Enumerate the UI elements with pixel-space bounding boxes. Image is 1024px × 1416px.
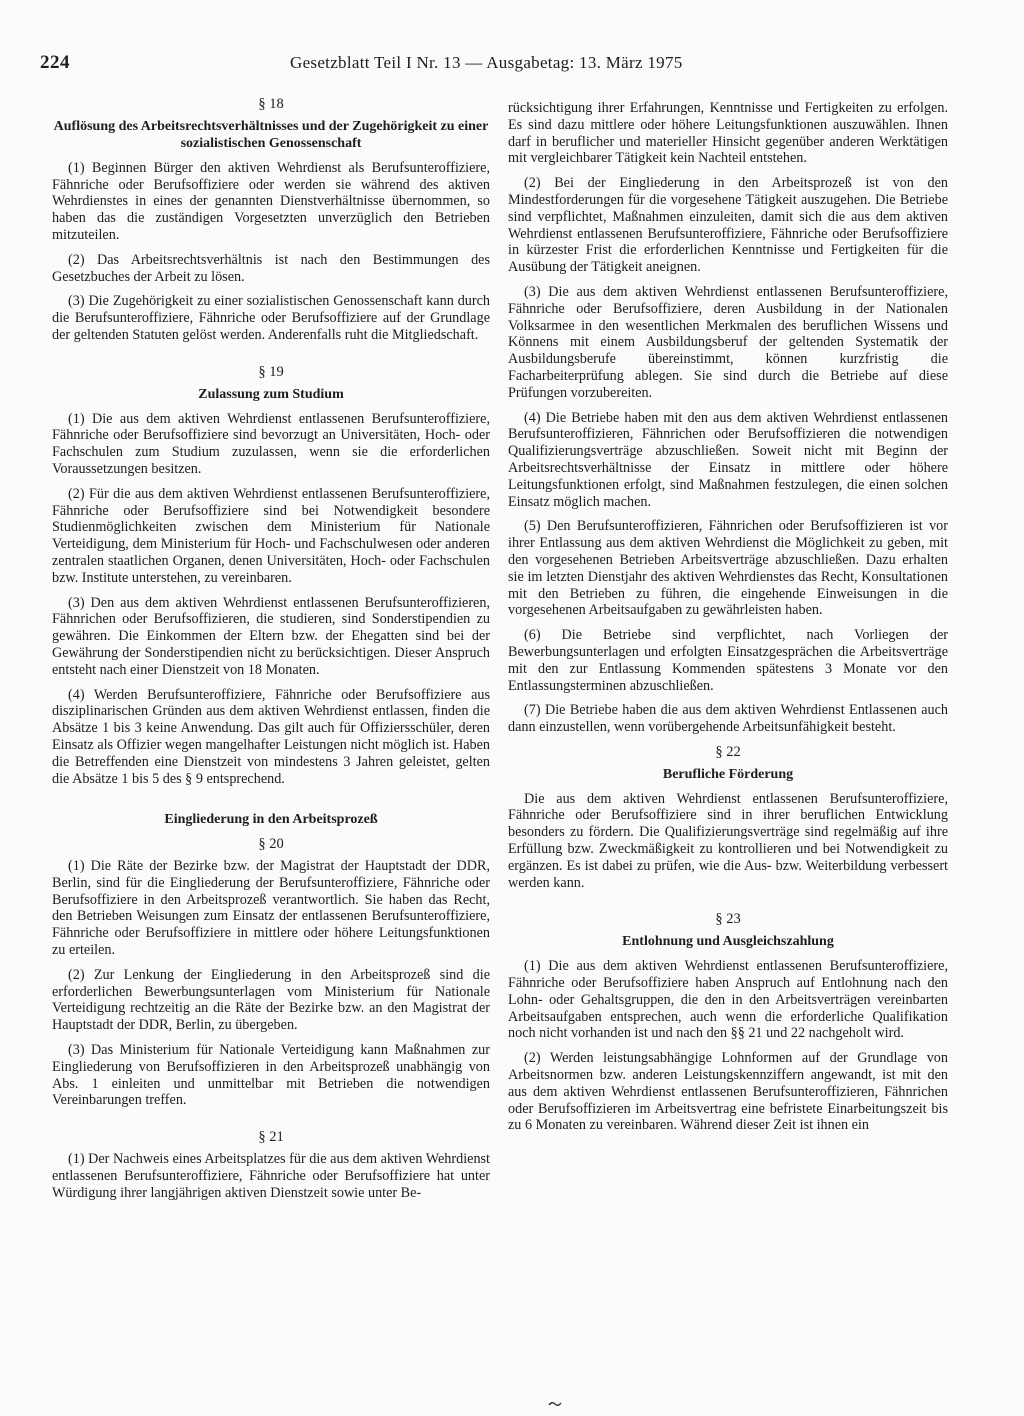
running-title: Gesetzblatt Teil I Nr. 13 — Ausgabetag: 13. März 1975 [290, 53, 683, 72]
section-19-paragraph-2: (2) Für die aus dem aktiven Wehrdienst entlassenen Berufsunteroffiziere, Fähnriche oder Berufsoffiziere sind bei Notwendigkeit besondere Studienmöglichkeiten zwischen dem Ministerium für Nationale Verteidigung, dem Ministerium für Hoch- und Fachschulwesen oder anderen zentralen staatlichen Organen, denen Universitäten, Hoch- oder Fachschulen bzw. Institute unterstehen, zu vereinbaren. [52, 485, 490, 586]
section-19-paragraph-3: (3) Den aus dem aktiven Wehrdienst entlassenen Berufsunteroffizieren, Fähnrichen oder Berufsoffizieren, die studieren, sind Sonderstipendien zu gewähren. Die Einkommen der Eltern bzw. der Ehegatten sind bei der Gewährung der Sonderstipendien nicht zu berücksichtigen. Dieser Anspruch entsteht nach einer Dienstzeit von 18 Monaten. [52, 594, 490, 678]
section-23-paragraph-2: (2) Werden leistungsabhängige Lohnformen auf der Grundlage von Arbeitsnormen bzw. anderen Leistungskennziffern angewandt, ist mit den aus dem aktiven Wehrdienst entlassenen Berufsunteroffizieren, Fähnrichen oder Berufsoffizieren im Arbeitsvertrag eine befristete Einarbeitungszeit bis zu 6 Monaten zu vereinbaren. Während dieser Zeit ist ihnen ein [508, 1050, 948, 1134]
section-21-paragraph-5: (5) Den Berufsunteroffizieren, Fähnrichen oder Berufsoffizieren ist vor ihrer Entlassung aus dem aktiven Wehrdienst die Möglichkeit zu geben, mit den vorgesehenen Betrieben Arbeitsverträge abzuschließen. Dazu erhalten sie im letzten Dienstjahr des aktiven Wehrdienstes das Recht, Konsultationen mit den Betrieben zu führen, die eingehende Einweisungen in die vorgesehenen Arbeitsaufgaben zu gewährleisten haben. [508, 518, 948, 619]
section-22-paragraph: Die aus dem aktiven Wehrdienst entlassenen Berufsunteroffiziere, Fähnriche oder Berufsoffiziere sind in ihrer beruflichen Entwicklung besonders zu fördern. Die Qualifizierungsverträge sind regelmäßig auf ihre Erfüllung bzw. Zweckmäßigkeit zu kontrollieren und bei Notwendigkeit zu ergänzen. Es ist dabei zu prüfen, wie die Aus- bzw. Weiterbildung verbessert werden kann. [508, 790, 948, 891]
scan-mark-icon [548, 1400, 562, 1408]
page-header [0, 0, 1024, 80]
section-20-paragraph-1: (1) Die Räte der Bezirke bzw. der Magistrat der Hauptstadt der DDR, Berlin, sind für die Eingliederung der Berufsunteroffiziere, Fähnriche oder Berufsoffiziere in den Arbeitsprozeß verantwortlich. Sie haben das Recht, den Betrieben Weisungen zum Einsatz der entlassenen Berufsunteroffiziere, Fähnriche oder Berufsoffiziere in mittlere oder höhere Leitungsfunktionen zu erteilen. [52, 858, 490, 959]
part-heading: Eingliederung in den Arbeitsprozeß [164, 812, 378, 828]
section-21-paragraph-7: (7) Die Betriebe haben die aus dem aktiven Wehrdienst Entlassenen auch dann einzustellen, wenn vorübergehende Arbeitsunfähigkeit besteht. [508, 702, 948, 736]
left-column [52, 96, 490, 1209]
section-21-paragraph-4: (4) Die Betriebe haben mit den aus dem aktiven Wehrdienst entlassenen Berufsunteroffizieren, Fähnrichen oder Berufsoffizieren die notwendigen Qualifizierungsverträge abzuschließen. Soweit nicht mit Beginn der Arbeitsrechtsverhältnisse der Einsatz in mittlere oder höhere Leitungsfunktionen erfolgt, sind Maßnahmen festzulegen, die einen solchen Einsatz möglich machen. [508, 409, 948, 510]
section-18-paragraph-2: (2) Das Arbeitsrechtsverhältnis ist nach den Bestimmungen des Gesetzbuches der Arbeit zu lösen. [52, 251, 490, 285]
section-18-paragraph-3: (3) Die Zugehörigkeit zu einer sozialistischen Genossenschaft kann durch die Berufsunteroffiziere, Fähnriche oder Berufsoffiziere auf der Grundlage der geltenden Statuten gelöst werden. Anderenfalls ruht die Mitgliedschaft. [52, 293, 490, 343]
section-23-title: Entlohnung und Ausgleichszahlung [622, 934, 834, 950]
section-20-paragraph-3: (3) Das Ministerium für Nationale Verteidigung kann Maßnahmen zur Eingliederung von Berufsoffizieren in den Arbeitsprozeß unabhängig von Abs. 1 einleiten und unmittelbar mit Betrieben die notwendigen Vereinbarungen treffen. [52, 1042, 490, 1109]
section-22-title: Berufliche Förderung [662, 766, 794, 782]
section-21-paragraph-3: (3) Die aus dem aktiven Wehrdienst entlassenen Berufsunteroffiziere, Fähnriche oder Berufsoffiziere, deren Ausbildung in der Nationalen Volksarmee in den wesentlichen Merkmalen des beruflichen Wissens und Könnens mit einem Ausbildungsberuf der geltenden Systematik der Ausbildungsberufe übereinstimmt, können kurzfristig die Facharbeiterprüfung ablegen. Sie sind durch die Betriebe auf diese Prüfungen vorzubereiten. [508, 283, 948, 401]
section-21-paragraph-6: (6) Die Betriebe sind verpflichtet, nach Vorliegen der Bewerbungsunterlagen und erfolgten Einsatzgesprächen die Arbeitsverträge mit den zur Entlassung Kommenden spätestens 3 Monate vor den Entlassungsterminen abzuschließen. [508, 627, 948, 694]
section-21-number: § 21 [258, 1129, 284, 1146]
section-21-paragraph-1: (1) Der Nachweis eines Arbeitsplatzes für die aus dem aktiven Wehrdienst entlassenen Berufsunteroffiziere, Fähnriche oder Berufsoffiziere hat unter Würdigung ihrer langjährigen aktiven Dienstzeit sowie unter Be- [52, 1151, 490, 1201]
section-23-paragraph-1: (1) Die aus dem aktiven Wehrdienst entlassenen Berufsunteroffiziere, Fähnriche oder Berufsoffiziere haben Anspruch auf Entlohnung nach den Lohn- oder Gehaltsgruppen, die den in den Arbeitsverträgen vereinbarten Arbeitsaufgaben entsprechen, auch wenn die erforderliche Qualifikation noch nicht vorhanden ist und nach den §§ 21 und 22 nachgeholt wird. [508, 958, 948, 1042]
section-18-title: Auflösung des Arbeitsrechtsverhältnisses und der Zugehörigkeit zu einer sozialistischen Genossenschaft [53, 118, 489, 151]
section-20-paragraph-2: (2) Zur Lenkung der Eingliederung in den Arbeitsprozeß sind die erforderlichen Bewerbungsunterlagen vom Ministerium für Nationale Verteidigung rechtzeitig an die Räte der Bezirke bzw. an den Magistrat der Hauptstadt der DDR, Berlin, zu übergeben. [52, 966, 490, 1034]
section-19-number: § 19 [258, 363, 284, 380]
section-23-number: § 23 [715, 911, 741, 928]
section-18-paragraph-1: (1) Beginnen Bürger den aktiven Wehrdienst als Berufsunteroffiziere, Fähnriche oder Berufsoffiziere oder werden sie während des aktiven Wehrdienstes in eines der genannten Dienstverhältnisse übernommen, so haben das die zuständigen Vorgesetzten unverzüglich den Betrieben mitzuteilen. [52, 159, 490, 243]
section-21-paragraph-2: (2) Bei der Eingliederung in den Arbeitsprozeß ist von den Mindestforderungen für die vorgesehene Tätigkeit auszugehen. Die Betriebe sind verpflichtet, Maßnahmen einzuleiten, damit sich die aus dem aktiven Wehrdienst entlassenen Berufsunteroffiziere, Fähnriche oder Berufsoffiziere in kürzester Frist die erforderlichen Kenntnisse und Fertigkeiten für die Ausübung der Tätigkeit aneignen. [508, 175, 948, 276]
right-column [508, 100, 948, 1142]
section-18-number: § 18 [258, 96, 284, 112]
page-number: 224 [40, 52, 70, 73]
section-20-number: § 20 [258, 836, 284, 853]
section-19-paragraph-1: (1) Die aus dem aktiven Wehrdienst entlassenen Berufsunteroffiziere, Fähnriche oder Berufsoffiziere sind bevorzugt an Universitäten, Hoch- oder Fachschulen zum Studium zuzulassen, wenn sie die erforderlichen Voraussetzungen besitzen. [52, 410, 490, 477]
section-22-number: § 22 [715, 743, 741, 760]
section-19-paragraph-4: (4) Werden Berufsunteroffiziere, Fähnriche oder Berufsoffiziere aus disziplinarischen Gründen aus dem aktiven Wehrdienst entlassen, finden die Absätze 1 bis 3 keine Anwendung. Das gilt auch für Offiziersschüler, deren Einsatz als Offizier wegen mangelhafter Leistungen nicht möglich ist. Haben die Betreffenden eine Dienstzeit von mindestens 3 Jahren geleistet, gelten die Absätze 1 bis 5 des § 9 entsprechend. [52, 686, 490, 787]
section-21-paragraph-1-continued: rücksichtigung ihrer Erfahrungen, Kenntnisse und Fertigkeiten zu erfolgen. Es sind dazu mittlere oder höhere Leitungsfunktionen auszuwählen. Ihnen darf in beruflicher und materieller Hinsicht gegenüber anderen Werktätigen mit vergleichbarer Tätigkeit kein Nachteil entstehen. [508, 100, 948, 167]
section-19-title: Zulassung zum Studium [198, 386, 344, 402]
